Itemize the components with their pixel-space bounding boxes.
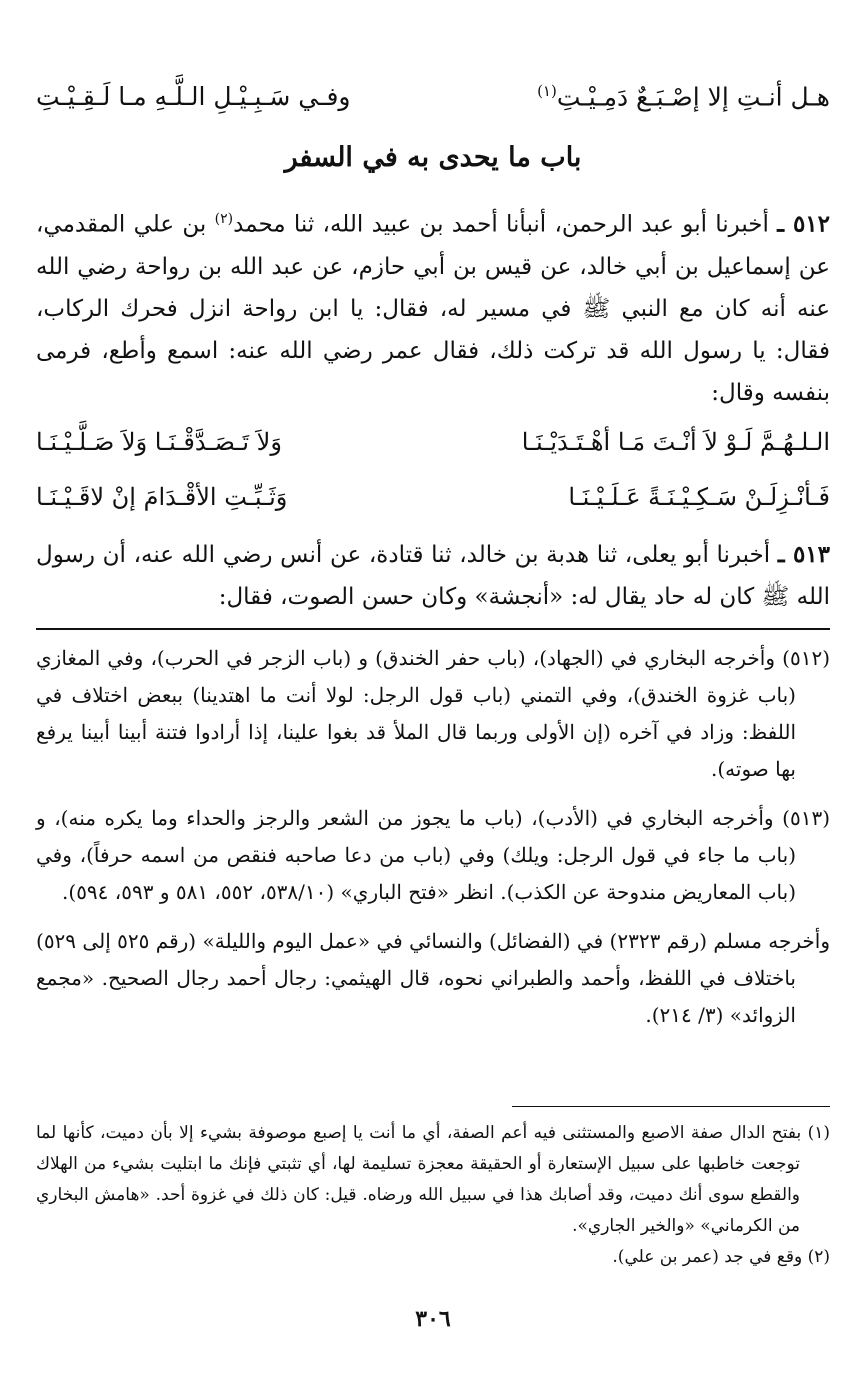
verse-right-hemistich: هـل أنـتِ إلا إصْـبَـعٌ دَمِـيْـتِ$^{(١)}$	[537, 82, 830, 112]
hadith-513	[36, 534, 830, 618]
footnote-divider	[512, 1106, 830, 1107]
footnote: (٢) وقع في جد (عمر بن علي).	[612, 1247, 830, 1267]
footnotes	[36, 1118, 830, 1273]
hadith-number: ٥١٢ ـ	[777, 210, 831, 238]
footnote-marker-1: (١)	[537, 82, 557, 100]
footnote-marker-2: (٢)	[214, 211, 234, 227]
hadith-512-text-start: أخبرنا أبو عبد الرحمن، أنبأنا أحمد بن عبيد الله، ثنا محمد	[233, 211, 769, 238]
page-number: ٣٠٦	[415, 1306, 451, 1332]
takhrij-notes	[36, 640, 830, 1046]
book-page	[36, 0, 830, 1376]
hadith-513-text: أخبرنا أبو يعلى، ثنا هدبة بن خالد، ثنا قتادة، عن أنس رضي الله عنه، أن رسول الله ﷺ كان له حاد يقال له: «أنجشة» وكان حسن الصوت، فقال:	[36, 542, 830, 610]
footnote: (١) بفتح الدال صفة الاصبع والمستثنى فيه أعم الصفة، أي ما أنت يا إصبع موصوفة بشيء إلا بأن دميت، كأنها لما توجعت خاطبها على سبيل الإستعارة أو الحقيقة معجزة تسليمة لها، أي تثبتي فإنك ما ابتليت بشيء من الهلاك والقطع سوى أنك دميت، وقد أصابك هذا في سبيل الله ورضاه. قيل: كان ذلك في غزوة أحد. «هامش البخاري من الكرماني» «والخير الجاري».	[36, 1123, 830, 1236]
verse-left-hemistich: وفـي سَـبِـيْـلِ الـلَّـهِ مـا لَـقِـيْـتِ	[36, 82, 351, 112]
opening-verse	[36, 82, 830, 111]
chapter-heading: باب ما يحدى به في السفر	[284, 142, 582, 173]
takhrij-note: (٥١٣) وأخرجه البخاري في (الأدب)، (باب ما يجوز من الشعر والرجز والحداء وما يكره منه)، و (باب ما جاء في قول الرجل: ويلك) وفي (باب من دعا صاحبه فنقص من اسمه حرفاً)، وفي (باب المعاريض مندوحة عن الكذب). انظر «فتح الباري» (٥٣٨/١٠، ٥٥٢، ٥٨١ و ٥٩٣، ٥٩٤).	[36, 806, 830, 904]
takhrij-note: وأخرجه مسلم (رقم ٢٣٢٣) في (الفضائل) والنسائي في «عمل اليوم والليلة» (رقم ٥٢٥ إلى ٥٢٩) باختلاف في اللفظ، وأحمد والطبراني نحوه، قال الهيثمي: رجال أحمد رجال الصحيح. «مجمع الزوائد» (٣/ ٢١٤).	[36, 929, 830, 1027]
poem-left-hemistich: وَلاَ تَـصَـدَّقْـنَـا وَلاَ صَـلَّـيْـنَـا	[36, 427, 282, 456]
poem	[36, 414, 830, 524]
poem-line	[36, 469, 830, 524]
poem-left-hemistich: وَثَـبِّـتِ الأقْـدَامَ إنْ لاقَـيْـنَـا	[36, 482, 288, 511]
notes-divider	[36, 628, 830, 630]
hadith-512-text-rest: بن علي المقدمي، عن إسماعيل بن أبي خالد، عن قيس بن أبي حازم، عن عبد الله بن رواحة رضي الله عنه أنه كان مع النبي ﷺ في مسير له، فقال: يا ابن رواحة انزل فحرك الركاب، فقال: يا رسول الله قد تركت ذلك، فقال عمر رضي الله عنه: اسمع وأطع، فرمى بنفسه وقال:	[36, 211, 830, 406]
hadith-number: ٥١٣ ـ	[777, 541, 830, 568]
takhrij-note: (٥١٢) وأخرجه البخاري في (الجهاد)، (باب حفر الخندق) و (باب الزجر في الحرب)، وفي المغازي (باب غزوة الخندق)، وفي التمني (باب قول الرجل: لولا أنت ما اهتدينا) ببعض اختلاف في اللفظ: وزاد في آخره (إن الأولى وربما قال الملأ قد بغوا علينا، إذا أرادوا فتنة أبينا أبينا يرفع بها صوته).	[36, 646, 830, 781]
poem-right-hemistich: فَـأنْـزِلَـنْ سَـكِـيْـنَـةً عَـلَـيْـنَـا	[568, 482, 830, 511]
poem-line	[36, 414, 830, 469]
poem-right-hemistich: الـلـهُـمَّ لَـوْ لاَ أنْـتَ مَـا أهْـتَـدَيْـنَـا	[521, 427, 830, 456]
hadith-512	[36, 198, 830, 414]
